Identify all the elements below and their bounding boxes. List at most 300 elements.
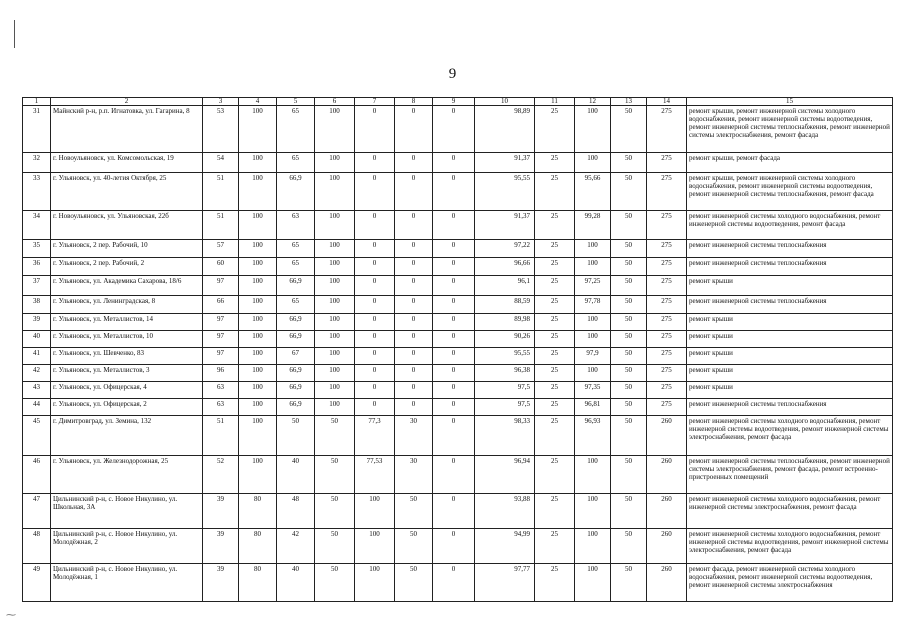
value-cell: 97,78 — [575, 296, 611, 314]
value-cell: 0 — [433, 173, 475, 211]
value-cell: 260 — [647, 494, 687, 529]
value-cell: 100 — [239, 348, 277, 365]
address-cell: г. Ульяновск, ул. Железнодорожная, 25 — [51, 456, 203, 494]
address-cell: Цильнинский р-н, с. Новое Никулино, ул. Молодёжная, 2 — [51, 529, 203, 564]
value-cell: 275 — [647, 153, 687, 173]
value-cell: 50 — [395, 564, 433, 602]
column-header: 1 — [23, 98, 51, 106]
value-cell: 0 — [355, 399, 395, 416]
value-cell: 67 — [277, 348, 315, 365]
table-header-row — [23, 98, 893, 106]
row-number-cell: 36 — [23, 258, 51, 276]
table-row — [23, 564, 893, 602]
value-cell: 50 — [611, 331, 647, 348]
value-cell: 100 — [575, 240, 611, 258]
table-row — [23, 365, 893, 382]
table-row — [23, 211, 893, 240]
value-cell: 100 — [239, 258, 277, 276]
value-cell: 50 — [611, 240, 647, 258]
value-cell: 0 — [433, 564, 475, 602]
value-cell: 100 — [239, 331, 277, 348]
value-cell: 100 — [315, 348, 355, 365]
row-number-cell: 49 — [23, 564, 51, 602]
value-cell: 50 — [611, 529, 647, 564]
value-cell: 0 — [433, 382, 475, 399]
value-cell: 50 — [395, 494, 433, 529]
table-row — [23, 382, 893, 399]
value-cell: 100 — [239, 276, 277, 296]
value-cell: 63 — [277, 211, 315, 240]
value-cell: 93,88 — [475, 494, 535, 529]
value-cell: 100 — [239, 153, 277, 173]
value-cell: 25 — [535, 382, 575, 399]
value-cell: 50 — [611, 153, 647, 173]
value-cell: 100 — [315, 314, 355, 331]
table-row — [23, 314, 893, 331]
value-cell: 100 — [239, 211, 277, 240]
value-cell: 100 — [315, 276, 355, 296]
value-cell: 100 — [575, 564, 611, 602]
value-cell: 91,37 — [475, 211, 535, 240]
value-cell: 53 — [203, 106, 239, 153]
value-cell: 100 — [315, 296, 355, 314]
value-cell: 50 — [611, 296, 647, 314]
value-cell: 25 — [535, 211, 575, 240]
works-cell: ремонт инженерной системы холодного водоснабжения, ремонт инженерной системы водоотведения, ремонт фасада — [687, 211, 893, 240]
value-cell: 51 — [203, 416, 239, 456]
value-cell: 260 — [647, 416, 687, 456]
value-cell: 275 — [647, 296, 687, 314]
value-cell: 0 — [395, 240, 433, 258]
value-cell: 100 — [239, 456, 277, 494]
works-cell: ремонт инженерной системы холодного водоснабжения, ремонт инженерной системы водоотведения, ремонт инженерной системы электроснабжения, ремонт фасада — [687, 529, 893, 564]
value-cell: 0 — [355, 240, 395, 258]
address-cell: г. Новоульяновск, ул. Ульяновская, 22б — [51, 211, 203, 240]
value-cell: 91,37 — [475, 153, 535, 173]
address-cell: г. Ульяновск, ул. Ленинградская, 8 — [51, 296, 203, 314]
address-cell: г. Ульяновск, 2 пер. Рабочий, 10 — [51, 240, 203, 258]
value-cell: 96 — [203, 365, 239, 382]
value-cell: 100 — [239, 173, 277, 211]
value-cell: 0 — [395, 382, 433, 399]
value-cell: 42 — [277, 529, 315, 564]
value-cell: 100 — [575, 494, 611, 529]
value-cell: 0 — [395, 296, 433, 314]
address-cell: Цильнинский р-н, с. Новое Никулино, ул. Молодёжная, 1 — [51, 564, 203, 602]
value-cell: 65 — [277, 258, 315, 276]
value-cell: 275 — [647, 276, 687, 296]
value-cell: 51 — [203, 173, 239, 211]
value-cell: 50 — [611, 276, 647, 296]
value-cell: 100 — [315, 240, 355, 258]
column-header: 13 — [611, 98, 647, 106]
value-cell: 65 — [277, 296, 315, 314]
works-cell: ремонт инженерной системы теплоснабжения — [687, 399, 893, 416]
value-cell: 50 — [611, 564, 647, 602]
value-cell: 100 — [575, 106, 611, 153]
value-cell: 0 — [355, 365, 395, 382]
address-cell: г. Ульяновск, ул. Офицерская, 2 — [51, 399, 203, 416]
value-cell: 275 — [647, 240, 687, 258]
value-cell: 100 — [575, 153, 611, 173]
table-row — [23, 258, 893, 276]
works-cell: ремонт крыши — [687, 331, 893, 348]
value-cell: 0 — [355, 296, 395, 314]
row-number-cell: 33 — [23, 173, 51, 211]
row-number-cell: 39 — [23, 314, 51, 331]
value-cell: 0 — [433, 211, 475, 240]
value-cell: 96,1 — [475, 276, 535, 296]
value-cell: 98,89 — [475, 106, 535, 153]
value-cell: 50 — [315, 416, 355, 456]
value-cell: 50 — [277, 416, 315, 456]
value-cell: 25 — [535, 240, 575, 258]
works-cell: ремонт фасада, ремонт инженерной системы холодного водоснабжения, ремонт инженерной системы водоотведения, ремонт инженерной системы электроснабжения — [687, 564, 893, 602]
value-cell: 0 — [433, 314, 475, 331]
works-cell: ремонт инженерной системы холодного водоснабжения, ремонт инженерной системы электроснабжения, ремонт фасада — [687, 494, 893, 529]
value-cell: 0 — [395, 173, 433, 211]
address-cell: Цильнинский р-н, с. Новое Никулино, ул. Школьная, 3А — [51, 494, 203, 529]
value-cell: 50 — [611, 348, 647, 365]
value-cell: 275 — [647, 106, 687, 153]
works-cell: ремонт инженерной системы теплоснабжения — [687, 240, 893, 258]
column-header: 7 — [355, 98, 395, 106]
value-cell: 0 — [355, 276, 395, 296]
address-cell: г. Ульяновск, ул. Металлистов, 3 — [51, 365, 203, 382]
row-number-cell: 38 — [23, 296, 51, 314]
value-cell: 25 — [535, 314, 575, 331]
value-cell: 100 — [239, 399, 277, 416]
table-row — [23, 494, 893, 529]
value-cell: 97 — [203, 348, 239, 365]
value-cell: 100 — [315, 153, 355, 173]
row-number-cell: 40 — [23, 331, 51, 348]
column-header: 4 — [239, 98, 277, 106]
value-cell: 97,25 — [575, 276, 611, 296]
value-cell: 54 — [203, 153, 239, 173]
value-cell: 30 — [395, 416, 433, 456]
value-cell: 96,66 — [475, 258, 535, 276]
column-header: 8 — [395, 98, 433, 106]
address-cell: г. Новоульяновск, ул. Комсомольская, 19 — [51, 153, 203, 173]
value-cell: 0 — [433, 348, 475, 365]
value-cell: 52 — [203, 456, 239, 494]
value-cell: 100 — [315, 331, 355, 348]
table-row — [23, 296, 893, 314]
value-cell: 66,9 — [277, 365, 315, 382]
row-number-cell: 48 — [23, 529, 51, 564]
value-cell: 0 — [395, 314, 433, 331]
value-cell: 25 — [535, 173, 575, 211]
value-cell: 25 — [535, 296, 575, 314]
table-row — [23, 399, 893, 416]
value-cell: 50 — [611, 416, 647, 456]
value-cell: 98,33 — [475, 416, 535, 456]
value-cell: 50 — [611, 456, 647, 494]
value-cell: 77,53 — [355, 456, 395, 494]
table-row — [23, 276, 893, 296]
value-cell: 0 — [355, 348, 395, 365]
value-cell: 51 — [203, 211, 239, 240]
value-cell: 275 — [647, 314, 687, 331]
scribble-mark: ⁓ — [6, 610, 16, 621]
value-cell: 0 — [395, 276, 433, 296]
value-cell: 80 — [239, 564, 277, 602]
works-cell: ремонт инженерной системы теплоснабжения — [687, 258, 893, 276]
margin-mark — [14, 20, 15, 48]
value-cell: 66,9 — [277, 382, 315, 399]
value-cell: 66,9 — [277, 276, 315, 296]
value-cell: 0 — [433, 456, 475, 494]
value-cell: 97,5 — [475, 382, 535, 399]
value-cell: 100 — [575, 529, 611, 564]
value-cell: 60 — [203, 258, 239, 276]
value-cell: 97,77 — [475, 564, 535, 602]
value-cell: 50 — [611, 399, 647, 416]
column-header: 14 — [647, 98, 687, 106]
value-cell: 0 — [395, 258, 433, 276]
table-row — [23, 106, 893, 153]
works-cell: ремонт крыши — [687, 314, 893, 331]
column-header: 3 — [203, 98, 239, 106]
value-cell: 25 — [535, 416, 575, 456]
value-cell: 0 — [355, 314, 395, 331]
register-table — [22, 97, 893, 602]
address-cell: г. Ульяновск, 2 пер. Рабочий, 2 — [51, 258, 203, 276]
address-cell: г. Димитровград, ул. Земина, 132 — [51, 416, 203, 456]
row-number-cell: 35 — [23, 240, 51, 258]
works-cell: ремонт крыши, ремонт инженерной системы холодного водоснабжения, ремонт инженерной системы водоотведения, ремонт инженерной системы теплоснабжения, ремонт инженерной системы электроснабжения, ремонт фасада — [687, 106, 893, 153]
value-cell: 100 — [575, 258, 611, 276]
value-cell: 96,81 — [575, 399, 611, 416]
value-cell: 50 — [315, 564, 355, 602]
value-cell: 100 — [575, 456, 611, 494]
works-cell: ремонт крыши, ремонт инженерной системы холодного водоснабжения, ремонт инженерной системы водоотведения, ремонт инженерной системы теплоснабжения, ремонт фасада — [687, 173, 893, 211]
value-cell: 50 — [315, 529, 355, 564]
works-cell: ремонт инженерной системы теплоснабжения, ремонт инженерной системы электроснабжения, ремонт фасада, ремонт встроенно-пристроенных помещений — [687, 456, 893, 494]
value-cell: 260 — [647, 456, 687, 494]
row-number-cell: 44 — [23, 399, 51, 416]
value-cell: 97 — [203, 331, 239, 348]
value-cell: 260 — [647, 564, 687, 602]
value-cell: 25 — [535, 106, 575, 153]
value-cell: 25 — [535, 564, 575, 602]
table-row — [23, 173, 893, 211]
value-cell: 0 — [433, 106, 475, 153]
value-cell: 100 — [355, 529, 395, 564]
value-cell: 0 — [355, 153, 395, 173]
value-cell: 63 — [203, 399, 239, 416]
value-cell: 50 — [611, 314, 647, 331]
column-header: 9 — [433, 98, 475, 106]
value-cell: 89,98 — [475, 314, 535, 331]
value-cell: 25 — [535, 276, 575, 296]
row-number-cell: 34 — [23, 211, 51, 240]
value-cell: 39 — [203, 529, 239, 564]
value-cell: 275 — [647, 331, 687, 348]
row-number-cell: 31 — [23, 106, 51, 153]
value-cell: 0 — [433, 258, 475, 276]
value-cell: 57 — [203, 240, 239, 258]
table-row — [23, 331, 893, 348]
table-row — [23, 348, 893, 365]
value-cell: 0 — [395, 399, 433, 416]
value-cell: 50 — [611, 106, 647, 153]
value-cell: 48 — [277, 494, 315, 529]
value-cell: 50 — [611, 173, 647, 211]
value-cell: 25 — [535, 456, 575, 494]
value-cell: 100 — [239, 382, 277, 399]
row-number-cell: 46 — [23, 456, 51, 494]
value-cell: 25 — [535, 331, 575, 348]
value-cell: 0 — [395, 348, 433, 365]
value-cell: 0 — [395, 365, 433, 382]
column-header: 10 — [475, 98, 535, 106]
column-header: 5 — [277, 98, 315, 106]
value-cell: 97,5 — [475, 399, 535, 416]
value-cell: 66,9 — [277, 173, 315, 211]
value-cell: 100 — [315, 211, 355, 240]
value-cell: 39 — [203, 494, 239, 529]
value-cell: 97,22 — [475, 240, 535, 258]
column-header: 15 — [687, 98, 893, 106]
value-cell: 100 — [315, 382, 355, 399]
value-cell: 0 — [395, 331, 433, 348]
value-cell: 80 — [239, 529, 277, 564]
value-cell: 100 — [315, 258, 355, 276]
value-cell: 275 — [647, 399, 687, 416]
value-cell: 95,55 — [475, 173, 535, 211]
works-cell: ремонт крыши — [687, 348, 893, 365]
row-number-cell: 45 — [23, 416, 51, 456]
value-cell: 96,94 — [475, 456, 535, 494]
value-cell: 0 — [355, 331, 395, 348]
value-cell: 80 — [239, 494, 277, 529]
column-header: 12 — [575, 98, 611, 106]
value-cell: 100 — [355, 494, 395, 529]
value-cell: 88,59 — [475, 296, 535, 314]
value-cell: 275 — [647, 348, 687, 365]
value-cell: 0 — [395, 106, 433, 153]
value-cell: 275 — [647, 382, 687, 399]
value-cell: 50 — [611, 365, 647, 382]
value-cell: 50 — [611, 494, 647, 529]
value-cell: 275 — [647, 211, 687, 240]
value-cell: 65 — [277, 106, 315, 153]
value-cell: 0 — [433, 416, 475, 456]
value-cell: 30 — [395, 456, 433, 494]
value-cell: 90,26 — [475, 331, 535, 348]
works-cell: ремонт крыши, ремонт фасада — [687, 153, 893, 173]
value-cell: 40 — [277, 564, 315, 602]
value-cell: 100 — [575, 314, 611, 331]
address-cell: г. Ульяновск, ул. Академика Сахарова, 18/6 — [51, 276, 203, 296]
value-cell: 0 — [355, 382, 395, 399]
value-cell: 40 — [277, 456, 315, 494]
value-cell: 100 — [239, 314, 277, 331]
value-cell: 0 — [433, 276, 475, 296]
value-cell: 96,93 — [575, 416, 611, 456]
column-header: 11 — [535, 98, 575, 106]
value-cell: 0 — [355, 211, 395, 240]
value-cell: 100 — [315, 365, 355, 382]
value-cell: 50 — [611, 382, 647, 399]
value-cell: 50 — [611, 258, 647, 276]
value-cell: 0 — [433, 331, 475, 348]
value-cell: 100 — [239, 416, 277, 456]
value-cell: 95,66 — [575, 173, 611, 211]
value-cell: 100 — [315, 399, 355, 416]
column-header: 6 — [315, 98, 355, 106]
value-cell: 0 — [433, 296, 475, 314]
value-cell: 0 — [433, 153, 475, 173]
value-cell: 100 — [575, 331, 611, 348]
value-cell: 97,35 — [575, 382, 611, 399]
value-cell: 94,99 — [475, 529, 535, 564]
value-cell: 100 — [315, 173, 355, 211]
value-cell: 99,28 — [575, 211, 611, 240]
value-cell: 25 — [535, 153, 575, 173]
value-cell: 25 — [535, 258, 575, 276]
value-cell: 65 — [277, 240, 315, 258]
value-cell: 0 — [395, 153, 433, 173]
value-cell: 97 — [203, 314, 239, 331]
value-cell: 100 — [575, 365, 611, 382]
value-cell: 100 — [355, 564, 395, 602]
value-cell: 0 — [433, 240, 475, 258]
row-number-cell: 37 — [23, 276, 51, 296]
value-cell: 65 — [277, 153, 315, 173]
row-number-cell: 43 — [23, 382, 51, 399]
value-cell: 96,38 — [475, 365, 535, 382]
value-cell: 275 — [647, 258, 687, 276]
value-cell: 275 — [647, 365, 687, 382]
table-row — [23, 240, 893, 258]
value-cell: 39 — [203, 564, 239, 602]
value-cell: 0 — [433, 529, 475, 564]
column-header: 2 — [51, 98, 203, 106]
value-cell: 0 — [433, 494, 475, 529]
works-cell: ремонт крыши — [687, 365, 893, 382]
row-number-cell: 47 — [23, 494, 51, 529]
works-cell: ремонт инженерной системы холодного водоснабжения, ремонт инженерной системы водоотведения, ремонт инженерной системы электроснабжения, ремонт фасада — [687, 416, 893, 456]
address-cell: г. Ульяновск, ул. 40-летия Октября, 25 — [51, 173, 203, 211]
address-cell: г. Ульяновск, ул. Металлистов, 14 — [51, 314, 203, 331]
value-cell: 0 — [355, 173, 395, 211]
address-cell: Майнский р-н, р.п. Игнатовка, ул. Гагарина, 8 — [51, 106, 203, 153]
value-cell: 50 — [395, 529, 433, 564]
value-cell: 50 — [315, 494, 355, 529]
row-number-cell: 41 — [23, 348, 51, 365]
value-cell: 95,55 — [475, 348, 535, 365]
value-cell: 25 — [535, 529, 575, 564]
value-cell: 77,3 — [355, 416, 395, 456]
value-cell: 0 — [355, 258, 395, 276]
page-number: 9 — [448, 66, 457, 82]
value-cell: 100 — [239, 365, 277, 382]
works-cell: ремонт крыши — [687, 382, 893, 399]
value-cell: 100 — [239, 106, 277, 153]
table-row — [23, 529, 893, 564]
value-cell: 50 — [315, 456, 355, 494]
works-cell: ремонт инженерной системы теплоснабжения — [687, 296, 893, 314]
table-row — [23, 416, 893, 456]
value-cell: 66,9 — [277, 314, 315, 331]
value-cell: 66,9 — [277, 399, 315, 416]
row-number-cell: 32 — [23, 153, 51, 173]
value-cell: 97 — [203, 276, 239, 296]
value-cell: 100 — [239, 296, 277, 314]
